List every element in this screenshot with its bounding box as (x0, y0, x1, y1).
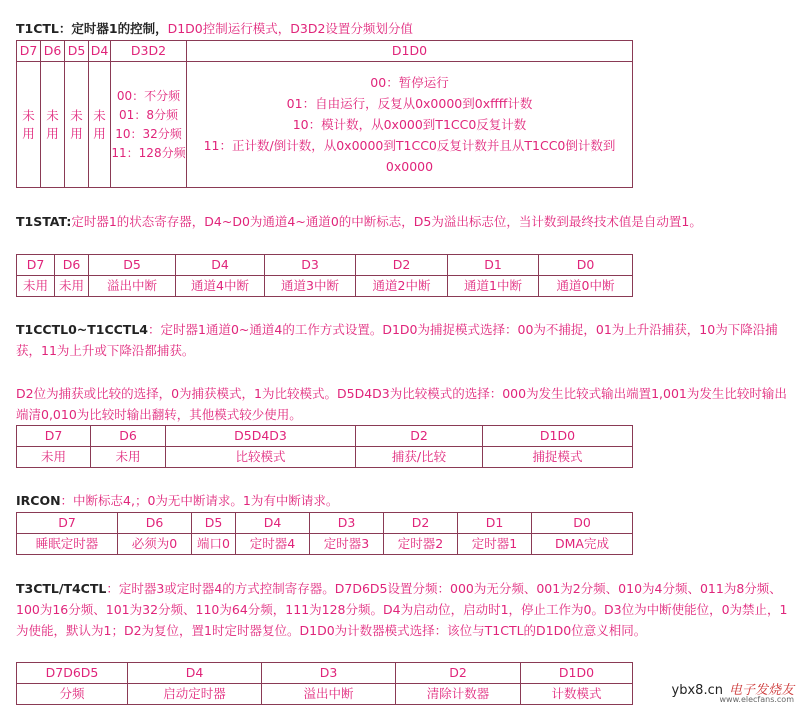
t1stat-h-7: D0 (539, 255, 633, 276)
t1ctl-h-d6: D6 (41, 41, 65, 62)
t3ctl-h-2: D3 (262, 663, 396, 684)
t1stat-v-6: 通道1中断 (448, 276, 539, 297)
t1cctl-para2: D2位为捕获或比较的选择，0为捕获模式，1为比较模式。D5D4D3为比较模式的选择：000为发生比较式输出端置1,001为发生比较时输出端清0,010为比较时输出翻转，其他模式较少使用。 (16, 386, 787, 422)
watermark-logo: 电子发烧友 (728, 683, 794, 698)
t1ctl-v-d5: 未用 (65, 62, 89, 188)
t1stat-table (16, 254, 633, 297)
t1ctl-d1d0-1: 01：自由运行，反复从0x0000到0xffff计数 (286, 96, 533, 111)
watermark (671, 679, 794, 704)
t1ctl-d3d2-1: 01：8分频 (119, 107, 178, 122)
t1cctl-v-3: 捕获/比较 (356, 447, 483, 468)
ircon-h-4: D3 (310, 513, 384, 534)
t1stat-v-2: 溢出中断 (89, 276, 176, 297)
t1stat-h-3: D4 (176, 255, 265, 276)
t1ctl-table (16, 40, 633, 188)
t1ctl-h-d5: D5 (65, 41, 89, 62)
ircon-table (16, 512, 633, 555)
t1ctl-title (16, 18, 413, 39)
t1stat-h-1: D6 (55, 255, 89, 276)
t1cctl-h-0: D7 (17, 426, 91, 447)
t3ctl-h-3: D2 (396, 663, 521, 684)
t1ctl-d3d2-0: 00：不分频 (116, 88, 181, 103)
t1stat-v-5: 通道2中断 (356, 276, 448, 297)
ircon-v-7: DMA完成 (532, 534, 633, 555)
ircon-h-5: D2 (384, 513, 458, 534)
ircon-name: IRCON (16, 493, 61, 508)
t1ctl-v-d6: 未用 (41, 62, 65, 188)
ircon-h-0: D7 (17, 513, 118, 534)
t3ctl-v-2: 溢出中断 (262, 684, 396, 705)
t1ctl-d1d0-2: 10：模计数，从0x000到T1CC0反复计数 (292, 117, 527, 132)
ircon-h-2: D5 (192, 513, 236, 534)
ircon-h-3: D4 (236, 513, 310, 534)
t1ctl-name: T1CTL：定时器1的控制， (16, 21, 168, 36)
ircon-title (16, 490, 792, 511)
t1cctl-table (16, 425, 633, 468)
t1cctl-desc: ：定时器1通道0~通道4的工作方式设置。D1D0为捕捉模式选择：00为不捕捉，01为上升沿捕获，10为下降沿捕获，11为上升或下降沿都捕获。 (16, 322, 778, 358)
ircon-h-1: D6 (118, 513, 192, 534)
watermark-site: ybx8.cn (671, 683, 723, 698)
t1cctl-v-4: 捕捉模式 (483, 447, 633, 468)
t1stat-v-0: 未用 (17, 276, 55, 297)
t3ctl-h-0: D7D6D5 (17, 663, 128, 684)
t1stat-v-7: 通道0中断 (539, 276, 633, 297)
ircon-desc: ：中断标志4,；0为无中断请求。1为有中断请求。 (60, 493, 339, 508)
t1cctl-h-2: D5D4D3 (166, 426, 356, 447)
t1cctl-h-3: D2 (356, 426, 483, 447)
t1cctl-name: T1CCTL0~T1CCTL4 (16, 322, 148, 337)
t3ctl-h-4: D1D0 (521, 663, 633, 684)
t1cctl-v-2: 比较模式 (166, 447, 356, 468)
t3ctl-v-1: 启动定时器 (128, 684, 262, 705)
ircon-v-4: 定时器3 (310, 534, 384, 555)
t1stat-h-5: D2 (356, 255, 448, 276)
t1stat-title (16, 211, 792, 232)
ircon-h-6: D1 (458, 513, 532, 534)
watermark-url: www.elecfans.com (719, 695, 794, 704)
t1stat-v-4: 通道3中断 (265, 276, 356, 297)
ircon-h-7: D0 (532, 513, 633, 534)
t1ctl-h-d7: D7 (17, 41, 41, 62)
t1ctl-v-d7: 未用 (17, 62, 41, 188)
t1cctl-h-4: D1D0 (483, 426, 633, 447)
t1ctl-d3d2-3: 11：128分频 (111, 145, 186, 160)
t1ctl-desc: D1D0控制运行模式，D3D2设置分频划分值 (167, 21, 413, 36)
t1ctl-v-d1d0 (187, 62, 633, 188)
ircon-v-2: 端口0 (192, 534, 236, 555)
t1stat-h-2: D5 (89, 255, 176, 276)
t1stat-h-0: D7 (17, 255, 55, 276)
t1stat-h-6: D1 (448, 255, 539, 276)
ircon-v-0: 睡眠定时器 (17, 534, 118, 555)
t1stat-name: T1STAT: (16, 214, 72, 229)
t1stat-desc: 定时器1的状态寄存器，D4~D0为通道4~通道0的中断标志，D5为溢出标志位，当计数到最终技术值是自动置1。 (71, 214, 702, 229)
t1ctl-h-d1d0: D1D0 (187, 41, 633, 62)
ircon-v-1: 必须为0 (118, 534, 192, 555)
t3ctl-v-3: 清除计数器 (396, 684, 521, 705)
t1ctl-h-d4: D4 (89, 41, 111, 62)
ircon-v-5: 定时器2 (384, 534, 458, 555)
t1ctl-d1d0-3: 11：正计数/倒计数，从0x0000到T1CC0反复计数并且从T1CC0倒计数到0x0000 (203, 138, 616, 174)
t1ctl-h-d3d2: D3D2 (111, 41, 187, 62)
t1cctl-v-0: 未用 (17, 447, 91, 468)
t1cctl-h-1: D6 (91, 426, 166, 447)
ircon-v-6: 定时器1 (458, 534, 532, 555)
t1ctl-d1d0-0: 00：暂停运行 (370, 75, 449, 90)
t3ctl-name: T3CTL/T4CTL (16, 581, 107, 596)
t3ctl-table (16, 662, 633, 705)
t3ctl-title (16, 578, 792, 641)
t3ctl-desc: ：定时器3或定时器4的方式控制寄存器。D7D6D5设置分频：000为无分频、001为2分频、010为4分频、011为8分频、100为16分频、101为32分频、110为64分频，111为128分频。D4为启动位，启动时1，停止工作为0。D3位为中断使能位，0为禁止，1为使能，默认为1；D2为复位，置1时定时器复位。D1D0为计数器模式选择：该位与T1CTL的D1D0位意义相同。 (16, 581, 788, 638)
t3ctl-v-0: 分频 (17, 684, 128, 705)
t3ctl-v-4: 计数模式 (521, 684, 633, 705)
t1ctl-v-d3d2 (111, 62, 187, 188)
t1ctl-v-d4: 未用 (89, 62, 111, 188)
t3ctl-h-1: D4 (128, 663, 262, 684)
t1stat-v-1: 未用 (55, 276, 89, 297)
t1stat-h-4: D3 (265, 255, 356, 276)
ircon-v-3: 定时器4 (236, 534, 310, 555)
t1cctl-title (16, 319, 792, 361)
t1ctl-d3d2-2: 10：32分频 (115, 126, 182, 141)
t1stat-v-3: 通道4中断 (176, 276, 265, 297)
t1cctl-v-1: 未用 (91, 447, 166, 468)
